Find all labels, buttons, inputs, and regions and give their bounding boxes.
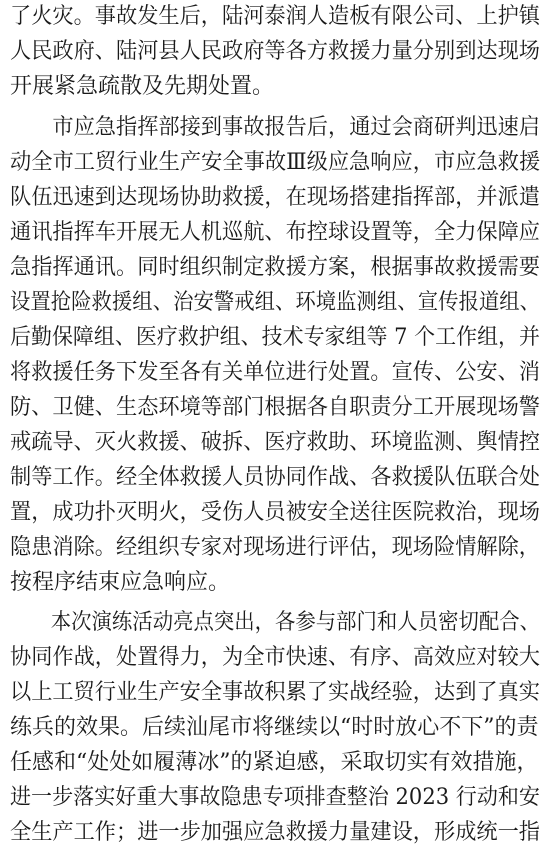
- text-line: 动全市工贸行业生产安全事故Ⅲ级应急响应，市应急救援: [10, 150, 541, 175]
- text-line: 开展紧急疏散及先期处置。: [10, 74, 275, 99]
- text-line: 置，成功扑灭明火，受伤人员被安全送往医院救治，现场: [10, 500, 541, 525]
- text-line: 协同作战，处置得力，为全市快速、有序、高效应对较大: [10, 645, 541, 670]
- text-line: 通讯指挥车开展无人机巡航、布控球设置等，全力保障应: [10, 220, 541, 245]
- text-line: 队伍迅速到达现场协助救援，在现场搭建指挥部，并派遣: [10, 185, 541, 210]
- text-line: 以上工贸行业生产安全事故积累了实战经验，达到了真实: [10, 680, 541, 705]
- text-line: 后勤保障组、医疗救护组、技术专家组等 7 个工作组，并: [10, 325, 540, 350]
- text-line: 隐患消除。经组织专家对现场进行评估，现场险情解除，: [10, 535, 541, 560]
- text-line: 急指挥通讯。同时组织制定救援方案，根据事故救援需要: [10, 255, 541, 280]
- text-line: 人民政府、陆河县人民政府等各方救援力量分别到达现场: [10, 39, 541, 64]
- text-line: 了火灾。事故发生后，陆河泰润人造板有限公司、上护镇: [10, 4, 541, 29]
- text-line: 防、卫健、生态环境等部门根据各自职责分工开展现场警: [10, 395, 541, 420]
- text-line: 设置抢险救援组、治安警戒组、环境监测组、宣传报道组、: [10, 290, 541, 315]
- text-line: 市应急指挥部接到事故报告后，通过会商研判迅速启: [10, 115, 541, 140]
- text-line: 将救援任务下发至各有关单位进行处置。宣传、公安、消: [10, 360, 541, 385]
- text-line: 任感和“处处如履薄冰”的紧迫感，采取切实有效措施，: [10, 750, 539, 775]
- text-line: 戒疏导、灭火救援、破拆、医疗救助、环境监测、舆情控: [10, 430, 541, 455]
- text-line: 全生产工作；进一步加强应急救援力量建设，形成统一指: [10, 820, 541, 845]
- text-line: 练兵的效果。后续汕尾市将继续以“时时放心不下”的责: [10, 715, 539, 740]
- text-line: 按程序结束应急响应。: [10, 570, 231, 595]
- text-line: 进一步落实好重大事故隐患专项排查整治 2023 行动和安: [10, 785, 540, 810]
- text-line: 本次演练活动亮点突出，各参与部门和人员密切配合、: [10, 610, 541, 635]
- text-line: 制等工作。经全体救援人员协同作战、各救援队伍联合处: [10, 465, 541, 490]
